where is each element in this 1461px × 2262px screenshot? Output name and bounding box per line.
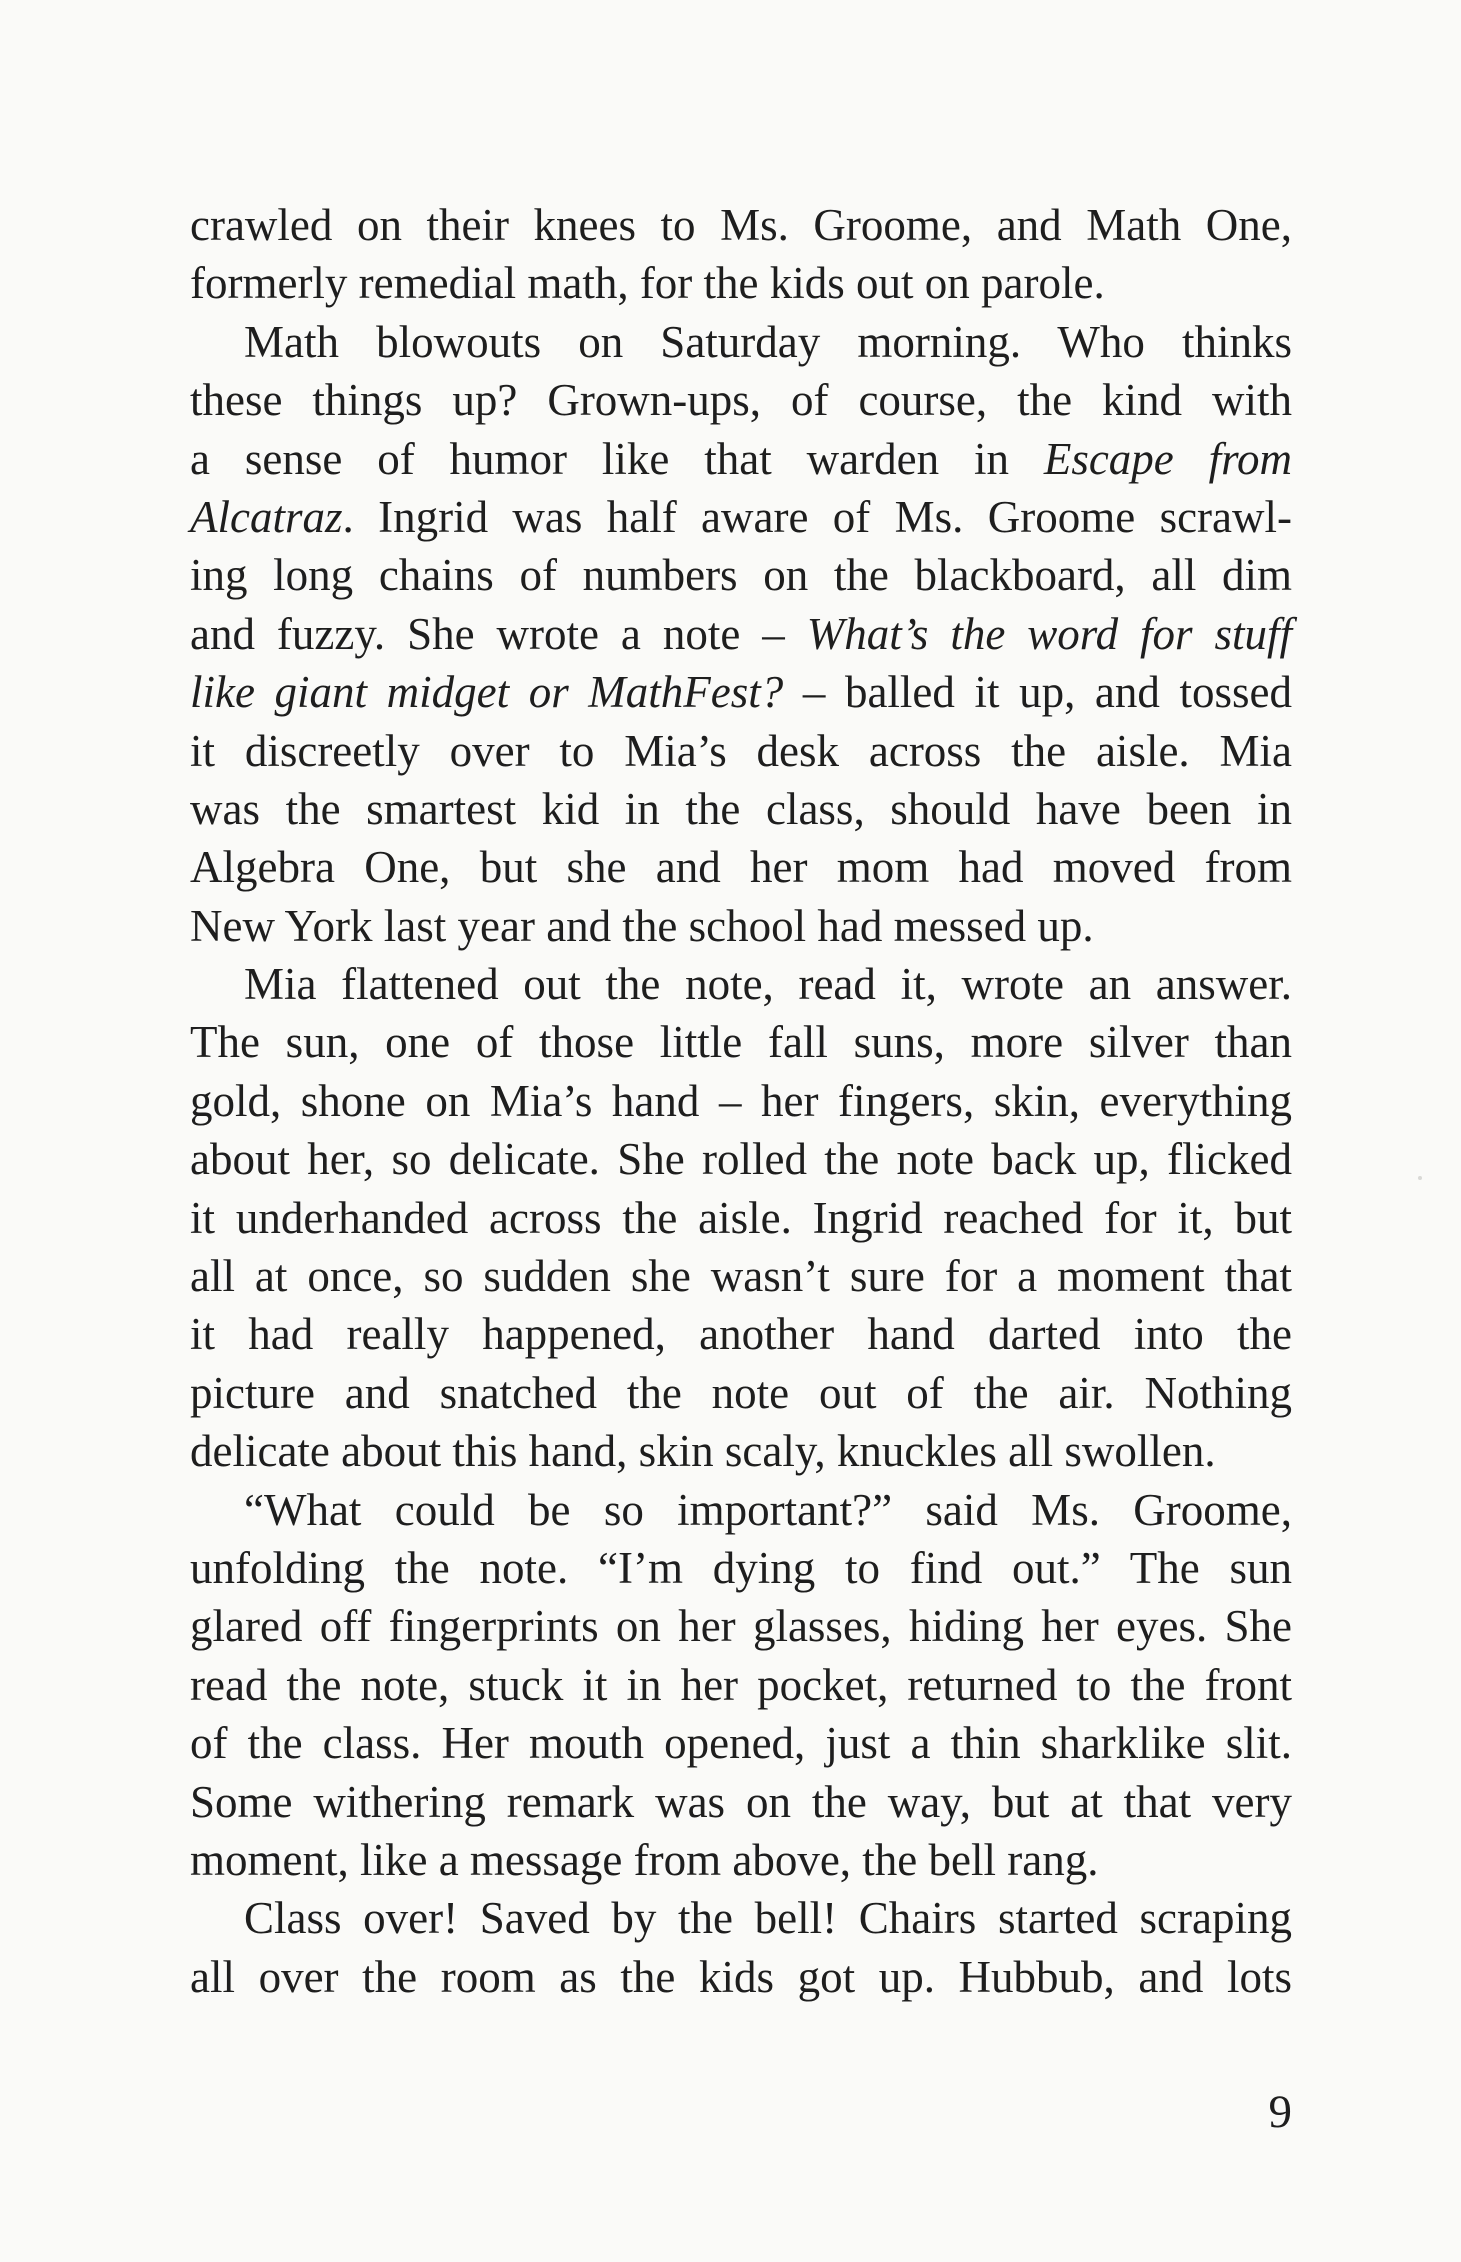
text-line: Mia flattened out the note, read it, wrote an answer.: [244, 959, 1292, 1010]
text-line: a sense of humor like that warden in Escape from: [190, 433, 1292, 484]
text-line: read the note, stuck it in her pocket, returned to the front: [190, 1659, 1292, 1710]
text-line: of the class. Her mouth opened, just a thin sharklike slit.: [190, 1718, 1292, 1769]
text-line: ing long chains of numbers on the blackboard, all dim: [190, 550, 1292, 601]
italic-span: Escape from: [1043, 433, 1292, 484]
text-line: formerly remedial math, for the kids out on parole.: [190, 258, 1105, 309]
text-line: Algebra One, but she and her mom had moved from: [190, 842, 1292, 893]
text-line: all over the room as the kids got up. Hubbub, and lots: [190, 1951, 1292, 2002]
text-line: Alcatraz. Ingrid was half aware of Ms. Groome scrawl-: [190, 491, 1292, 542]
text-line: like giant midget or MathFest? – balled it up, and tossed: [190, 667, 1292, 718]
text-line: all at once, so sudden she wasn’t sure for a moment that: [190, 1251, 1292, 1302]
text-line: New York last year and the school had messed up.: [190, 900, 1094, 951]
text-line: it had really happened, another hand darted into the: [190, 1309, 1292, 1360]
body-text: [190, 196, 1292, 2006]
text-line: and fuzzy. She wrote a note – What’s the word for stuff: [190, 608, 1292, 659]
text-line: moment, like a message from above, the bell rang.: [190, 1834, 1099, 1885]
italic-span: Alcatraz: [190, 491, 343, 542]
text-line: Some withering remark was on the way, but at that very: [190, 1776, 1292, 1827]
text-line: gold, shone on Mia’s hand – her fingers, skin, everything: [190, 1075, 1292, 1126]
text-line: about her, so delicate. She rolled the note back up, flicked: [190, 1134, 1292, 1185]
italic-span: like giant midget or MathFest?: [190, 667, 784, 718]
text-line: it discreetly over to Mia’s desk across the aisle. Mia: [190, 725, 1292, 776]
text-line: picture and snatched the note out of the air. Nothing: [190, 1367, 1292, 1418]
text-line: glared off fingerprints on her glasses, hiding her eyes. She: [190, 1601, 1292, 1652]
text-line: Math blowouts on Saturday morning. Who thinks: [244, 316, 1292, 367]
text-line: unfolding the note. “I’m dying to find out.” The sun: [190, 1542, 1292, 1593]
text-line: it underhanded across the aisle. Ingrid reached for it, but: [190, 1192, 1292, 1243]
text-line: these things up? Grown-ups, of course, the kind with: [190, 375, 1292, 426]
text-line: crawled on their knees to Ms. Groome, and Math One,: [190, 200, 1292, 250]
text-line: delicate about this hand, skin scaly, knuckles all swollen.: [190, 1426, 1216, 1477]
text-line: The sun, one of those little fall suns, more silver than: [190, 1017, 1292, 1068]
italic-span: What’s the word for stuff: [806, 608, 1292, 659]
text-line: was the smartest kid in the class, should have been in: [190, 783, 1292, 834]
paper-speck: [1418, 1176, 1422, 1180]
text-line: Class over! Saved by the bell! Chairs started scraping: [244, 1893, 1292, 1944]
text-line: “What could be so important?” said Ms. Groome,: [244, 1484, 1292, 1535]
page-number: 9: [1268, 2086, 1292, 2138]
